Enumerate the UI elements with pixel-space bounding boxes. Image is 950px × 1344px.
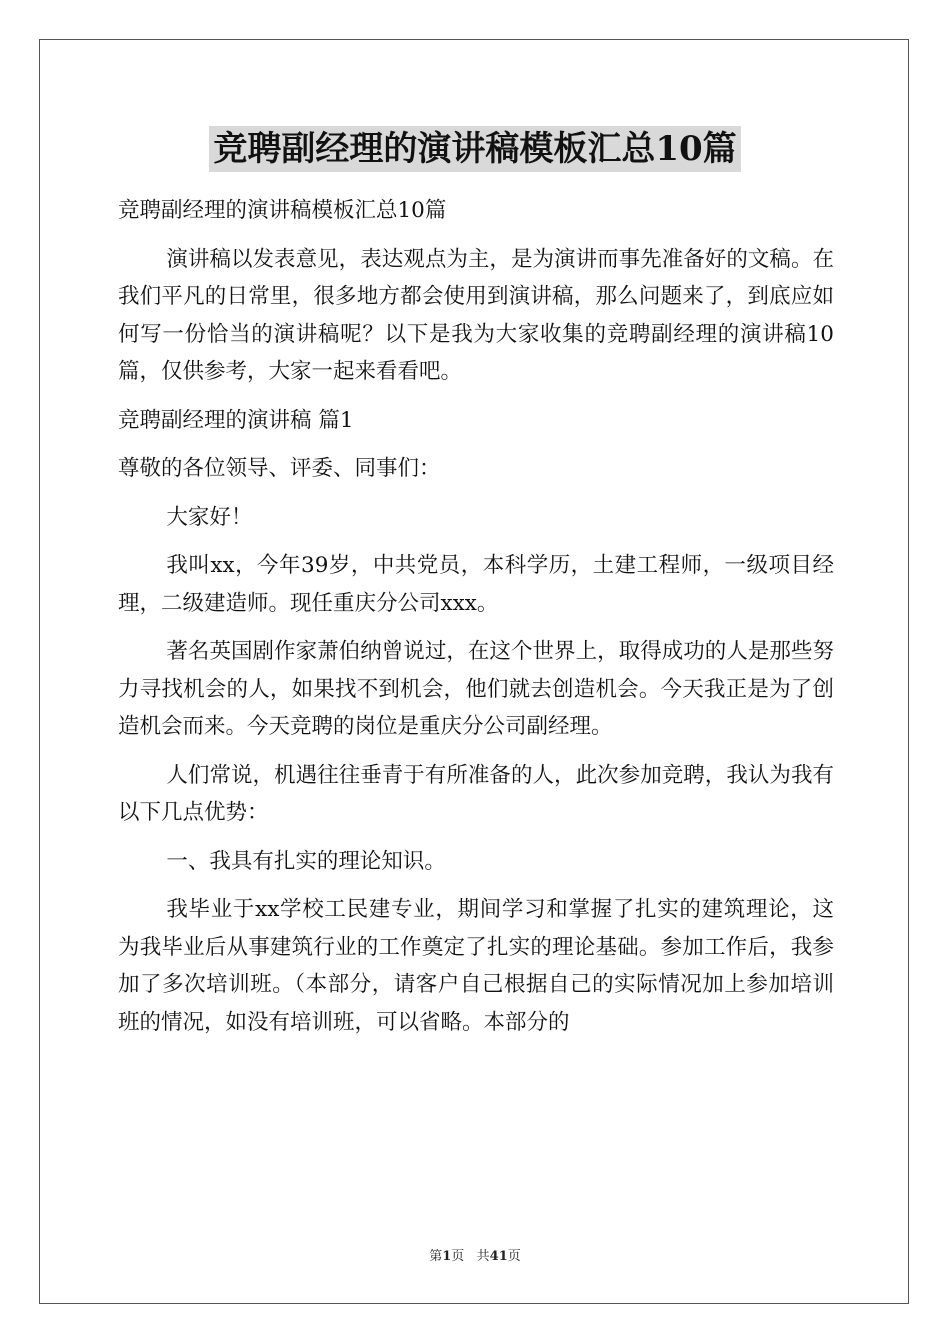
advantages-intro-paragraph: 人们常说，机遇往往垂青于有所准备的人，此次参加竞聘，我认为我有以下几点优势：: [118, 762, 834, 825]
section-heading: 竞聘副经理的演讲稿 篇1: [118, 407, 354, 433]
education-paragraph: 我毕业于xx学校工民建专业，期间学习和掌握了扎实的建筑理论，这为我毕业后从事建筑行业的工作奠定了扎实的理论基础。参加工作后，我参加了多次培训班。（本部分，请客户自己根据自己的实际情况加上参加培训班的情况，如没有培训班，可以省略。本部分的: [118, 897, 834, 1035]
title-container: [0, 126, 950, 172]
footer-total-pages: 41: [489, 1249, 508, 1264]
greeting-paragraph: 大家好！: [166, 504, 253, 530]
document-title: 竞聘副经理的演讲稿模板汇总10篇: [209, 126, 740, 172]
footer-page-suffix: 页: [507, 1249, 521, 1264]
quote-paragraph: 著名英国剧作家萧伯纳曾说过，在这个世界上，取得成功的人是那些努力寻找机会的人，如果找不到机会，他们就去创造机会。今天我正是为了创造机会而来。今天竞聘的岗位是重庆分公司副经理。: [118, 639, 834, 739]
self-intro-paragraph: 我叫xx，今年39岁，中共党员，本科学历，土建工程师，一级项目经理，二级建造师。现任重庆分公司xxx。: [118, 553, 834, 616]
advantage-heading-1: 一、我具有扎实的理论知识。: [166, 848, 446, 874]
salutation-paragraph: 尊敬的各位领导、评委、同事们：: [118, 456, 441, 481]
page-footer: [0, 1245, 950, 1264]
footer-page-prefix: 第: [429, 1249, 443, 1264]
footer-current-page: 1: [442, 1249, 452, 1264]
footer-page-mid: 页 共: [451, 1249, 490, 1264]
intro-paragraph: 演讲稿以发表意见，表达观点为主，是为演讲而事先准备好的文稿。在我们平凡的日常里，很多地方都会使用到演讲稿，那么问题来了，到底应如何写一份恰当的演讲稿呢？以下是我为大家收集的竞聘副经理的演讲稿10篇，仅供参考，大家一起来看看吧。: [118, 246, 834, 384]
document-body: [118, 181, 834, 1041]
subtitle-paragraph: 竞聘副经理的演讲稿模板汇总10篇: [118, 198, 447, 223]
